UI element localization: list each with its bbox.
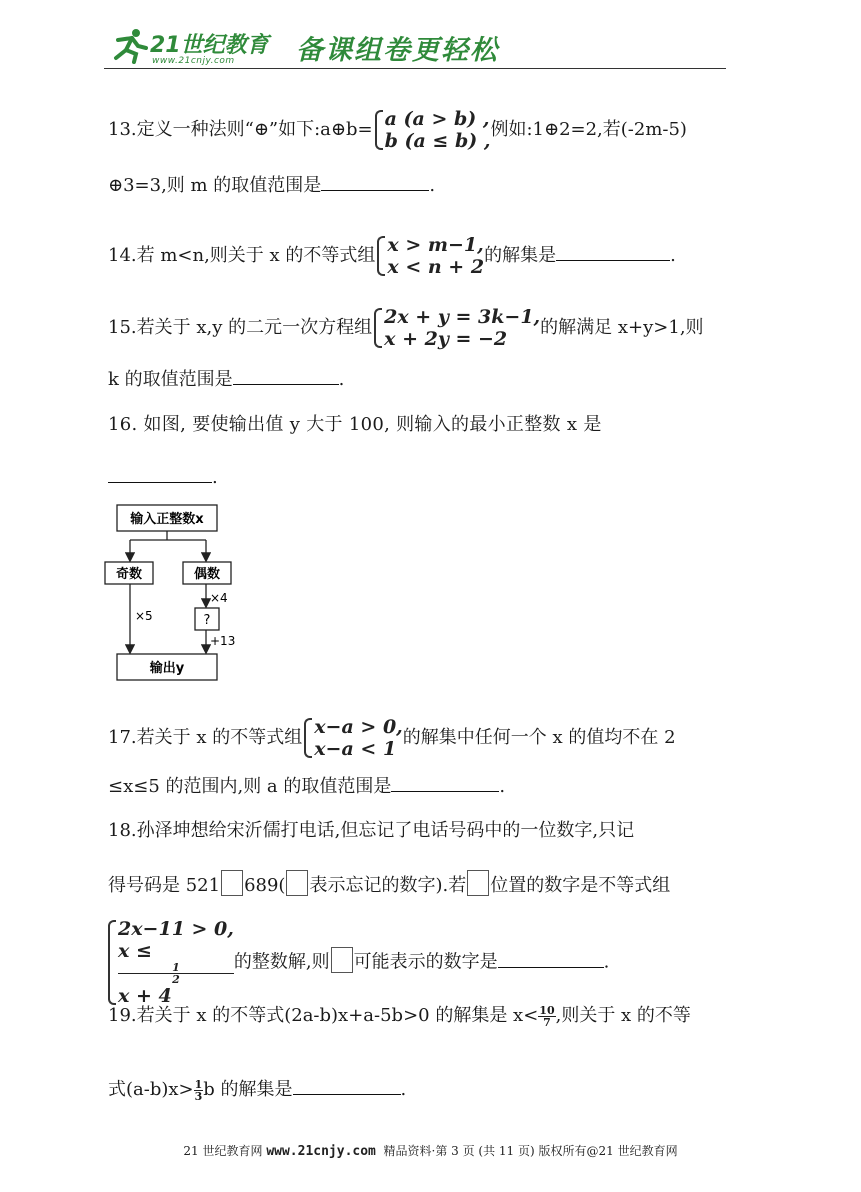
question-18-line-2: 得号码是 521 689( 表示忘记的数字).若 位置的数字是不等式组 bbox=[108, 870, 670, 898]
q14-inequality-system: x > m−1, x < n + 2 bbox=[375, 234, 484, 278]
flow-output-label: 输出y bbox=[149, 661, 185, 676]
answer-blank[interactable] bbox=[556, 242, 670, 261]
flow-times4-label: ×4 bbox=[210, 591, 228, 605]
answer-blank[interactable] bbox=[108, 464, 212, 483]
question-15-line-1: 15.若关于 x,y 的二元一次方程组 2x + y = 3k−1, x + 2y = −2 的解满足 x+y>1,则 bbox=[108, 306, 704, 350]
answer-blank[interactable] bbox=[293, 1076, 401, 1095]
fraction-1-3: $\frac{1}{3}$ bbox=[194, 1077, 203, 1103]
flow-odd-label: 奇数 bbox=[115, 567, 143, 582]
q13-piecewise: a (a > b) , b (a ≤ b) , bbox=[373, 108, 491, 152]
footer-site-link[interactable]: www.21cnjy.com bbox=[266, 1144, 376, 1159]
flow-even-label: 偶数 bbox=[193, 567, 221, 582]
header-logo bbox=[108, 22, 288, 68]
question-19-line-2: 式(a-b)x> $\frac{1}{3}$ b 的解集是 . bbox=[108, 1077, 407, 1103]
header-divider bbox=[104, 68, 726, 69]
question-19-line-1: 19.若关于 x 的不等式(2a-b)x+a-5b>0 的解集是 x< $\frac{10}{7}$ ,则关于 x 的不等 bbox=[108, 1003, 691, 1029]
question-16: 16. 如图, 要使输出值 y 大于 100, 则输入的最小正整数 x 是 bbox=[108, 414, 602, 435]
question-13-line-1: 13.定义一种法则“⊕”如下:a⊕b= a (a > b) , b (a ≤ b) , 例如:1⊕2=2,若(-2m-5) bbox=[108, 108, 687, 152]
fraction-10-7: $\frac{10}{7}$ bbox=[539, 1003, 555, 1029]
answer-blank[interactable] bbox=[233, 366, 339, 385]
missing-digit-box bbox=[221, 870, 243, 896]
header-slogan: 备课组卷更轻松 bbox=[296, 35, 499, 66]
logo-url: www.21cnjy.com bbox=[152, 56, 235, 66]
logo-text: 21世纪教育 bbox=[150, 33, 269, 58]
answer-blank[interactable] bbox=[321, 172, 429, 191]
question-17-line-2: ≤x≤5 的范围内,则 a 的取值范围是 . bbox=[108, 773, 505, 799]
question-15-line-2: k 的取值范围是 . bbox=[108, 366, 344, 392]
question-17-line-1: 17.若关于 x 的不等式组 x−a > 0, x−a < 1 的解集中任何一个 x 的值均不在 2 bbox=[108, 716, 676, 760]
q18-inequality-system: 2x−11 > 0, x ≤ 1 2 x + 4 bbox=[106, 918, 234, 1007]
q17-inequality-system: x−a > 0, x−a < 1 bbox=[302, 716, 403, 760]
question-16-line-2: . bbox=[108, 464, 218, 490]
answer-blank[interactable] bbox=[391, 773, 499, 792]
missing-digit-box bbox=[286, 870, 308, 896]
flowchart bbox=[100, 500, 240, 690]
q15-equation-system: 2x + y = 3k−1, x + 2y = −2 bbox=[372, 306, 540, 350]
flow-question-label: ? bbox=[203, 613, 211, 628]
question-13-line-2: ⊕3=3,则 m 的取值范围是 . bbox=[108, 172, 435, 198]
flow-plus13-label: +13 bbox=[210, 634, 236, 648]
question-14: 14.若 m<n,则关于 x 的不等式组 x > m−1, x < n + 2 的解集是 . bbox=[108, 234, 676, 278]
question-18-line-3: 2x−11 > 0, x ≤ 1 2 x + 4 的整数解,则 可能表示的数字是 . bbox=[106, 918, 609, 1007]
runner-logo-icon bbox=[110, 26, 148, 64]
answer-blank[interactable] bbox=[498, 949, 604, 968]
flow-input-label: 输入正整数x bbox=[130, 512, 204, 527]
flow-times5-label: ×5 bbox=[135, 609, 153, 623]
missing-digit-box bbox=[331, 947, 353, 973]
question-18-line-1: 18.孙泽坤想给宋沂儒打电话,但忘记了电话号码中的一位数字,只记 bbox=[108, 820, 635, 841]
missing-digit-box bbox=[467, 870, 489, 896]
page-footer: 21 世纪教育网 www.21cnjy.com 精品资料·第 3 页 (共 11 页) 版权所有@21 世纪教育网 bbox=[183, 1144, 678, 1159]
